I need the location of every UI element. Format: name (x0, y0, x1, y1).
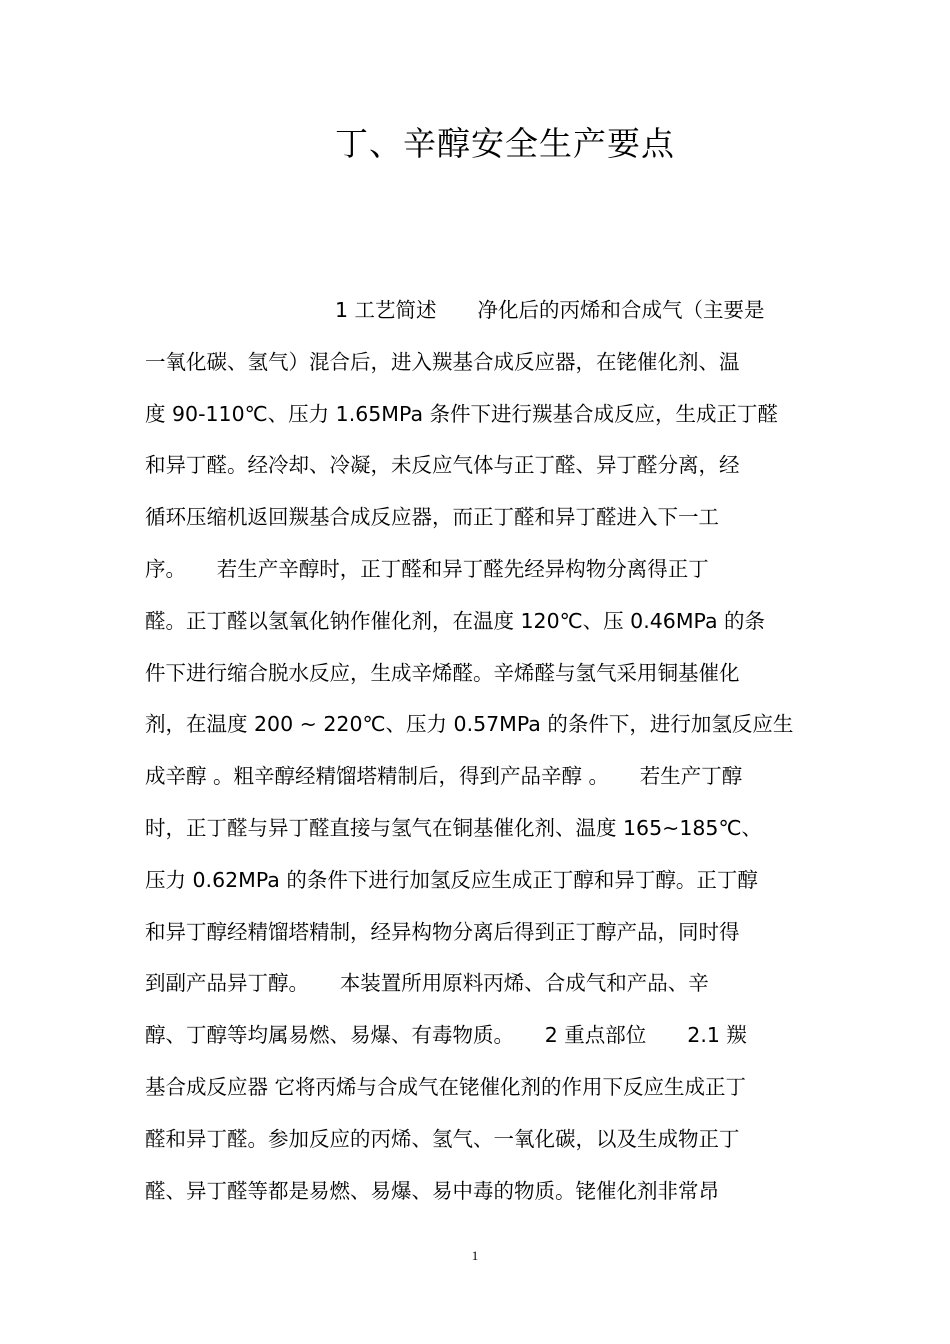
body-line: 1 工艺简述 净化后的丙烯和合成气（主要是 (335, 298, 765, 322)
body-line: 和异丁醇经精馏塔精制，经异构物分离后得到正丁醇产品，同时得 (145, 919, 740, 944)
body-line: 件下进行缩合脱水反应，生成辛烯醛。辛烯醛与氢气采用铜基催化 (145, 660, 740, 685)
body-line: 循环压缩机返回羰基合成反应器，而正丁醛和异丁醛进入下一工 (145, 505, 719, 530)
body-line: 成辛醇 。粗辛醇经精馏塔精制后，得到产品辛醇 。 若生产丁醇 (145, 764, 743, 789)
body-line: 到副产品异丁醇。 本装置所用原料丙烯、合成气和产品、辛 (145, 971, 709, 996)
body-line: 醛。正丁醛以氢氧化钠作催化剂，在温度 120℃、压 0.46MPa 的条 (145, 608, 766, 633)
page-number: 1 (471, 1248, 479, 1263)
body-line: 度 90-110℃、压力 1.65MPa 条件下进行羰基合成反应，生成正丁醛 (145, 401, 779, 426)
body-line: 醛、异丁醛等都是易燃、易爆、易中毒的物质。铑催化剂非常昂 (145, 1178, 719, 1203)
body-line: 醇、丁醇等均属易燃、易爆、有毒物质。 2 重点部位 2.1 羰 (145, 1023, 747, 1048)
body-line: 压力 0.62MPa 的条件下进行加氢反应生成正丁醇和异丁醇。正丁醇 (145, 867, 758, 892)
document-body (145, 290, 825, 1222)
body-line: 时，正丁醛与异丁醛直接与氢气在铜基催化剂、温度 165~185℃、 (145, 815, 762, 840)
body-line: 醛和异丁醛。参加反应的丙烯、氢气、一氧化碳，以及生成物正丁 (145, 1126, 740, 1151)
body-line: 剂，在温度 200 ~ 220℃、压力 0.57MPa 的条件下，进行加氢反应生 (145, 712, 794, 737)
document-title: 丁、辛醇安全生产要点 (335, 124, 675, 163)
body-line: 序。 若生产辛醇时，正丁醛和异丁醛先经异构物分离得正丁 (145, 556, 709, 581)
body-line: 基合成反应器 它将丙烯与合成气在铑催化剂的作用下反应生成正丁 (145, 1074, 747, 1099)
body-line: 和异丁醛。经冷却、冷凝，未反应气体与正丁醛、异丁醛分离，经 (145, 453, 740, 478)
body-line: 一氧化碳、氢气）混合后，进入羰基合成反应器，在铑催化剂、温 (145, 349, 740, 374)
